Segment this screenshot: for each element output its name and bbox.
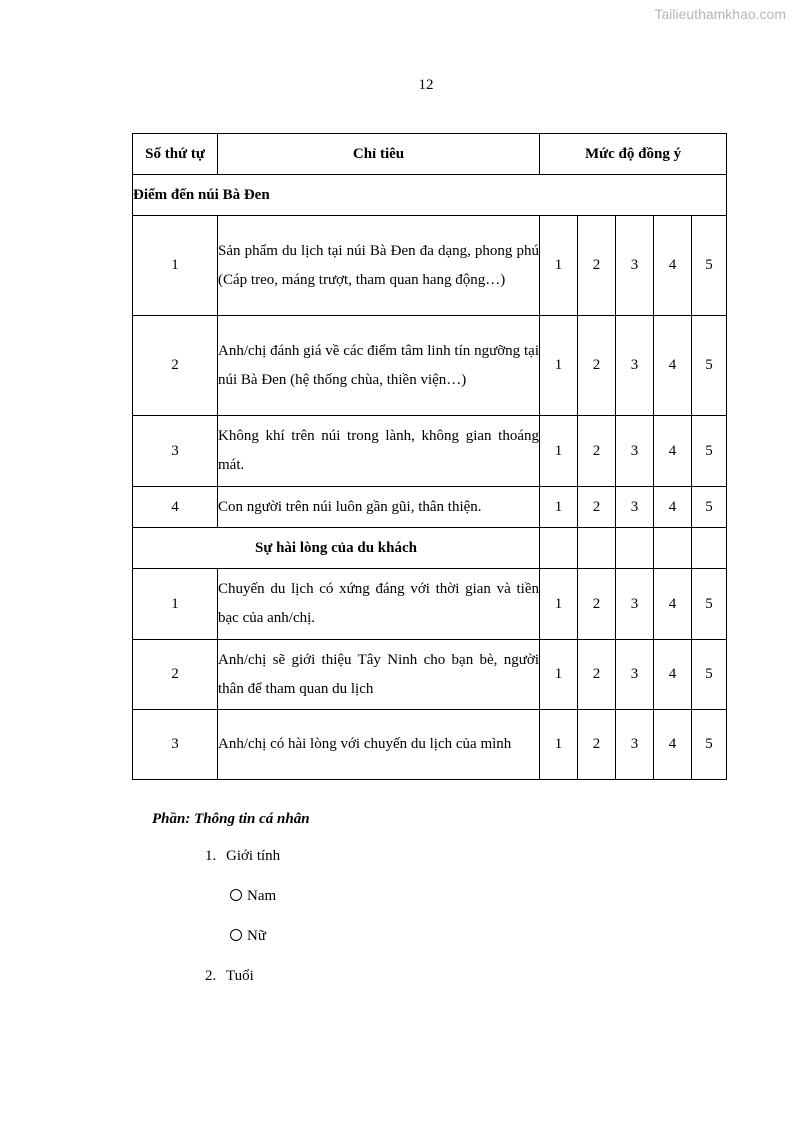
score-5: 5 (692, 316, 727, 416)
option-label: Nam (247, 888, 277, 904)
personal-info-section (152, 808, 310, 848)
score-3: 3 (616, 216, 654, 316)
radio-circle-icon[interactable] (230, 889, 242, 901)
row-number: 1 (133, 216, 218, 316)
header-agreement: Mức độ đồng ý (540, 134, 727, 175)
section-title: Sự hài lòng của du khách (133, 528, 540, 569)
row-number: 2 (133, 640, 218, 710)
watermark: Tailieuthamkhao.com (654, 6, 786, 22)
row-criteria: Sản phẩm du lịch tại núi Bà Đen đa dạng, phong phú (Cáp treo, máng trượt, tham quan hang động…) (218, 216, 540, 316)
table-row (133, 316, 727, 416)
table-row (133, 569, 727, 640)
row-criteria: Không khí trên núi trong lành, không gian thoáng mát. (218, 416, 540, 487)
score-5: 5 (692, 640, 727, 710)
score-4: 4 (654, 569, 692, 640)
score-2: 2 (578, 710, 616, 780)
section-row (133, 175, 727, 216)
score-3: 3 (616, 487, 654, 528)
score-2: 2 (578, 640, 616, 710)
score-3: 3 (616, 316, 654, 416)
row-number: 2 (133, 316, 218, 416)
score-3: 3 (616, 569, 654, 640)
survey-table (132, 133, 727, 780)
personal-info-title: Phần: Thông tin cá nhân (152, 811, 310, 827)
score-3: 3 (616, 710, 654, 780)
table-row (133, 487, 727, 528)
page-number: 12 (418, 77, 434, 93)
score-4: 4 (654, 416, 692, 487)
score-2: 2 (578, 216, 616, 316)
score-4: 4 (654, 710, 692, 780)
table-row (133, 216, 727, 316)
row-number: 4 (133, 487, 218, 528)
score-2: 2 (578, 416, 616, 487)
score-5: 5 (692, 416, 727, 487)
question-age (205, 968, 254, 985)
option-female[interactable] (230, 928, 266, 945)
score-5: 5 (692, 216, 727, 316)
table-row (133, 416, 727, 487)
score-4: 4 (654, 216, 692, 316)
score-2: 2 (578, 316, 616, 416)
row-criteria: Chuyến du lịch có xứng đáng với thời gian và tiền bạc của anh/chị. (218, 569, 540, 640)
option-male[interactable] (230, 888, 276, 905)
header-stt: Số thứ tự (133, 134, 218, 175)
score-1: 1 (540, 216, 578, 316)
question-number: 1. (205, 848, 217, 864)
score-4: 4 (654, 640, 692, 710)
score-1: 1 (540, 710, 578, 780)
row-criteria: Anh/chị sẽ giới thiệu Tây Ninh cho bạn bè, người thân để tham quan du lịch (218, 640, 540, 710)
section-title: Điểm đến núi Bà Đen (133, 175, 727, 216)
table-row (133, 640, 727, 710)
question-label: Tuổi (226, 968, 254, 984)
row-number: 1 (133, 569, 218, 640)
row-criteria: Anh/chị đánh giá về các điểm tâm linh tín ngưỡng tại núi Bà Đen (hệ thống chùa, thiền viện…) (218, 316, 540, 416)
header-criteria: Chỉ tiêu (218, 134, 540, 175)
score-1: 1 (540, 487, 578, 528)
score-3: 3 (616, 640, 654, 710)
score-2: 2 (578, 569, 616, 640)
score-5: 5 (692, 710, 727, 780)
score-4: 4 (654, 487, 692, 528)
radio-circle-icon[interactable] (230, 929, 242, 941)
row-number: 3 (133, 416, 218, 487)
score-5: 5 (692, 569, 727, 640)
row-criteria: Anh/chị có hài lòng với chuyến du lịch của mình (218, 710, 540, 780)
score-3: 3 (616, 416, 654, 487)
table-row (133, 710, 727, 780)
question-label: Giới tính (226, 848, 281, 864)
question-gender (205, 848, 280, 865)
score-1: 1 (540, 316, 578, 416)
row-criteria: Con người trên núi luôn gần gũi, thân thiện. (218, 487, 540, 528)
question-number: 2. (205, 968, 217, 984)
score-1: 1 (540, 640, 578, 710)
row-number: 3 (133, 710, 218, 780)
score-1: 1 (540, 416, 578, 487)
option-label: Nữ (247, 928, 266, 944)
section-row (133, 528, 727, 569)
score-4: 4 (654, 316, 692, 416)
score-1: 1 (540, 569, 578, 640)
table-header-row (133, 134, 727, 175)
score-2: 2 (578, 487, 616, 528)
score-5: 5 (692, 487, 727, 528)
